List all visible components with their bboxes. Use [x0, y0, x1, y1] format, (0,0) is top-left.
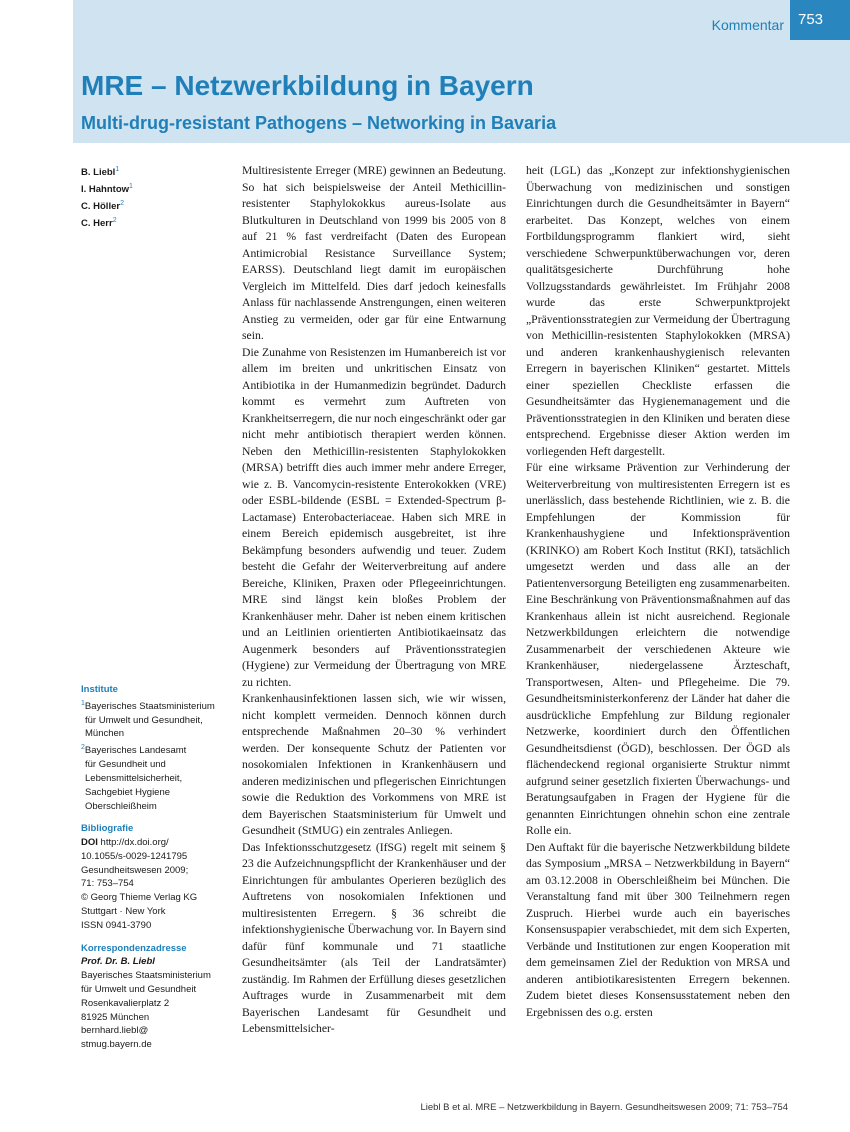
email-link[interactable]: bernhard.liebl@: [81, 1025, 149, 1037]
bibliografie-heading: Bibliografie: [81, 823, 134, 835]
body-column-1: [242, 163, 506, 1038]
institute-block: [81, 683, 231, 813]
body-column-2: [526, 163, 790, 1021]
correspondence-block: Korrespondenzadresse Prof. Dr. B. Liebl Bayerisches Staatsministerium für Umwelt und Gesundheit Rosenkavalierplatz 2 81925 München bernhard.liebl@ stmug.bayern.de: [81, 942, 231, 1052]
author: B. Liebl$^1$: [81, 166, 120, 179]
paragraph: Den Auftakt für die bayerische Netzwerkbildung bildete das Symposium „MRSA – Netzwerkbildung in Bayern“ am 03.12.2008 in Oberschleißheim bei München. Die Veranstaltung fand mit über 300 Teilnehmern regen Zuspruch. Hierbei wurde auch ein bayerisches Konsensuspapier verabschiedet, mit dem sich Experten, Verbände und Institutionen zur engen Kooperation mit dem gemeinsamen Ziel der Reduktion von MRSA und anderen antibiotikaresistenten Erregern bekennen. Zudem bietet dieses Konsensusstatement neben den Ergebnissen des o.g. ersten: [526, 840, 790, 1019]
correspondence-name: Prof. Dr. B. Liebl: [81, 956, 155, 968]
page-number: 753: [790, 0, 850, 40]
paragraph: Das Infektionsschutzgesetz (IfSG) regelt mit seinem § 23 die Aufzeichnungspflicht der Krankenhäuser und der Einrichtungen für ambulantes Operieren bezüglich des Auftretens von nosokomialen Infektionen und multiresistenten Erregern. § 36 schreibt die infektionshygienische Überwachung vor. In Bayern sind dafür fünf kommunale und 71 staatliche Gesundheitsämter (als Teil der Landratsämter) zuständig. Im Rahmen der Erfüllung dieses gesetzlichen Auftrages wurde in Zusammenarbeit mit dem Bayerischen Landesamt für Gesundheit und Lebensmittelsicher-: [242, 840, 506, 1035]
author: I. Hahntow$^1$: [81, 182, 133, 196]
email-link[interactable]: stmug.bayern.de: [81, 1039, 152, 1051]
author: C. Herr$^2$: [81, 216, 117, 230]
doi-link[interactable]: http://dx.doi.org/: [100, 837, 169, 849]
article-title: MRE – Netzwerkbildung in Bayern: [81, 70, 534, 101]
institute-heading: Institute: [81, 683, 118, 695]
paragraph: Multiresistente Erreger (MRE) gewinnen an Bedeutung. So hat sich beispielsweise der Anteil Methicillin-resistenter Staphylokokkus aureus-Isolate aus Blutkulturen in Deutschland von 1999 bis 2005 von 8 auf 21 % fast verdreifacht (Daten des European Antimicrobial Resistance Surveillance System; EARSS). Deutschland liegt damit im europäischen Vergleich im Mittelfeld. Dies darf jedoch keinesfalls Anlass für nachlassende Anstrengungen, einen weiteren Anstieg zu vermeiden, oder gar für eine Entwarnung sein.: [242, 164, 506, 342]
paragraph: heit (LGL) das „Konzept zur infektionshygienischen Überwachung von medizinischen und sonstigen Einrichtungen durch die Gesundheitsämter in Bayern“ erarbeitet. Das Konzept, welches von einem Fortbildungsprogramm flankiert wird, sieht verschiedene Schwerpunktüberwachungen vor, deren qualitätsgesicherte Durchführung hohe Vollzugsstandards gewährleistet. Im Frühjahr 2008 wurde das erste Schwerpunktprojekt „Präventionsstrategien zur Vermeidung der Übertragung von Methicillin-resistenten Staphylokokken (MRSA) und anderen krankenhaushygienisch relevanten Erregern in bayerischen Kliniken“ gestartet. Mittels einer speziellen Checkliste erfassen die Gesundheitsämter das Hygienemanagement und die Präventionsstrategien in den Kliniken und beraten diese entsprechend. Ergebnisse dieser Aktion werden im vorliegenden Heft dargestellt.: [526, 164, 790, 458]
sidebar: [81, 163, 231, 1052]
paragraph: Die Zunahme von Resistenzen im Humanbereich ist vor allem im breiten und unkritischen Einsatz von Antibiotika in der Humanmedizin begründet. Dadurch kommt es vermehrt zum Auftreten von Krankheitserregern, die nur noch eingeschränkt oder gar nicht mehr antibiotisch therapiert werden können. Neben den Methicillin-resistenten Staphylokokken (MRSA) betrifft dies auch immer mehr andere Erreger, wie z. B. Vancomycin-resistente Enterokokken (VRE) oder ESBL-bildende (ESBL = Extended-Spectrum β-Lactamase) Enterobacteriaceae. Haben sich MRE in einem Bereich epidemisch ausgebreitet, ist ihre Bekämpfung besonders aufwendig und teuer. Zudem besteht die Gefahr der Weiterverbreitung auf andere Bereiche, Kliniken, Praxen oder Pflegeeinrichtungen. MRE sind längst kein bloßes Problem der Krankenhäuser mehr. Daher ist neben einem kritischen und an Leitlinien orientierten Antibiotikaeinsatz das Augenmerk besonders auf Präventionsstrategien (Hygiene) zur Vermeidung der Übertragung von MRE zu richten.: [242, 345, 506, 689]
article-subtitle: Multi-drug-resistant Pathogens – Networking in Bavaria: [81, 113, 557, 133]
author-list: [81, 163, 231, 231]
author: C. Höller$^2$: [81, 199, 124, 213]
page-footer: Liebl B et al. MRE – Netzwerkbildung in Bayern. Gesundheitswesen 2009; 71: 753–754: [420, 1102, 788, 1113]
paragraph: Für eine wirksame Prävention zur Verhinderung der Weiterverbreitung von multiresistenten Erregern ist es unerlässlich, dass bestehende Richtlinien, wie z. B. die Empfehlungen der Kommission für Krankenhaushygiene und Infektionsprävention (KRINKO) am Robert Koch Institut (RKI), tatsächlich umgesetzt werden und dass alle an der Patientenversorgung Beteiligten eng zusammenarbeiten. Eine Beschränkung von Präventionsmaßnahmen auf das Krankenhaus allein ist nicht ausreichend. Regionale Netzwerkbildungen erleichtern die notwendige Zusammenarbeit der verschiedenen Akteure wie Krankenhäuser, niedergelassene Ärzteschaft, Transportwesen, Alten- und Pflegeheime. Die 79. Gesundheitsministerkonferenz der Länder hat daher die ausdrückliche Empfehlung zur Bildung regionaler Netzwerke, koordiniert durch den Öffentlichen Gesundheitsdienst (ÖGD), beschlossen. Der ÖGD als flächendeckend regional organisierte Struktur nimmt aufgrund seiner gesetzlich fixierten Überwachungs- und Beratungsaufgaben in Fragen der Hygiene für die genannten Einrichtungen ohnehin schon eine zentrale Rolle ein.: [526, 461, 790, 837]
section-label: Kommentar: [711, 17, 784, 33]
correspondence-heading: Korrespondenzadresse: [81, 942, 187, 954]
institute-1: $^1$Bayerisches Staatsministerium für Umwelt und Gesundheit, München: [81, 699, 215, 740]
institute-2: $^2$Bayerisches Landesamt für Gesundheit und Lebensmittelsicherheit, Sachgebiet Hygiene Oberschleißheim: [81, 744, 187, 812]
paragraph: Krankenhausinfektionen lassen sich, wie wir wissen, nicht komplett vermeiden. Dennoch können durch entsprechende Maßnahmen 20–30 % verhindert werden. Der konsequente Schutz der Patienten vor nosokomialen Infektionen in Krankenhäusern und anderen medizinischen und pflegerischen Einrichtungen sowie die Reduktion des Vorkommens von MRE ist dem Bayerischen Staatsministerium für Umwelt und Gesundheit (StMUG) ein zentrales Anliegen.: [242, 692, 506, 837]
bibliografie-block: Bibliografie DOI http://dx.doi.org/ 10.1055/s-0029-1241795 Gesundheitswesen 2009; 71: 753–754 © Georg Thieme Verlag KG Stuttgart · New York ISSN 0941-3790: [81, 822, 231, 932]
